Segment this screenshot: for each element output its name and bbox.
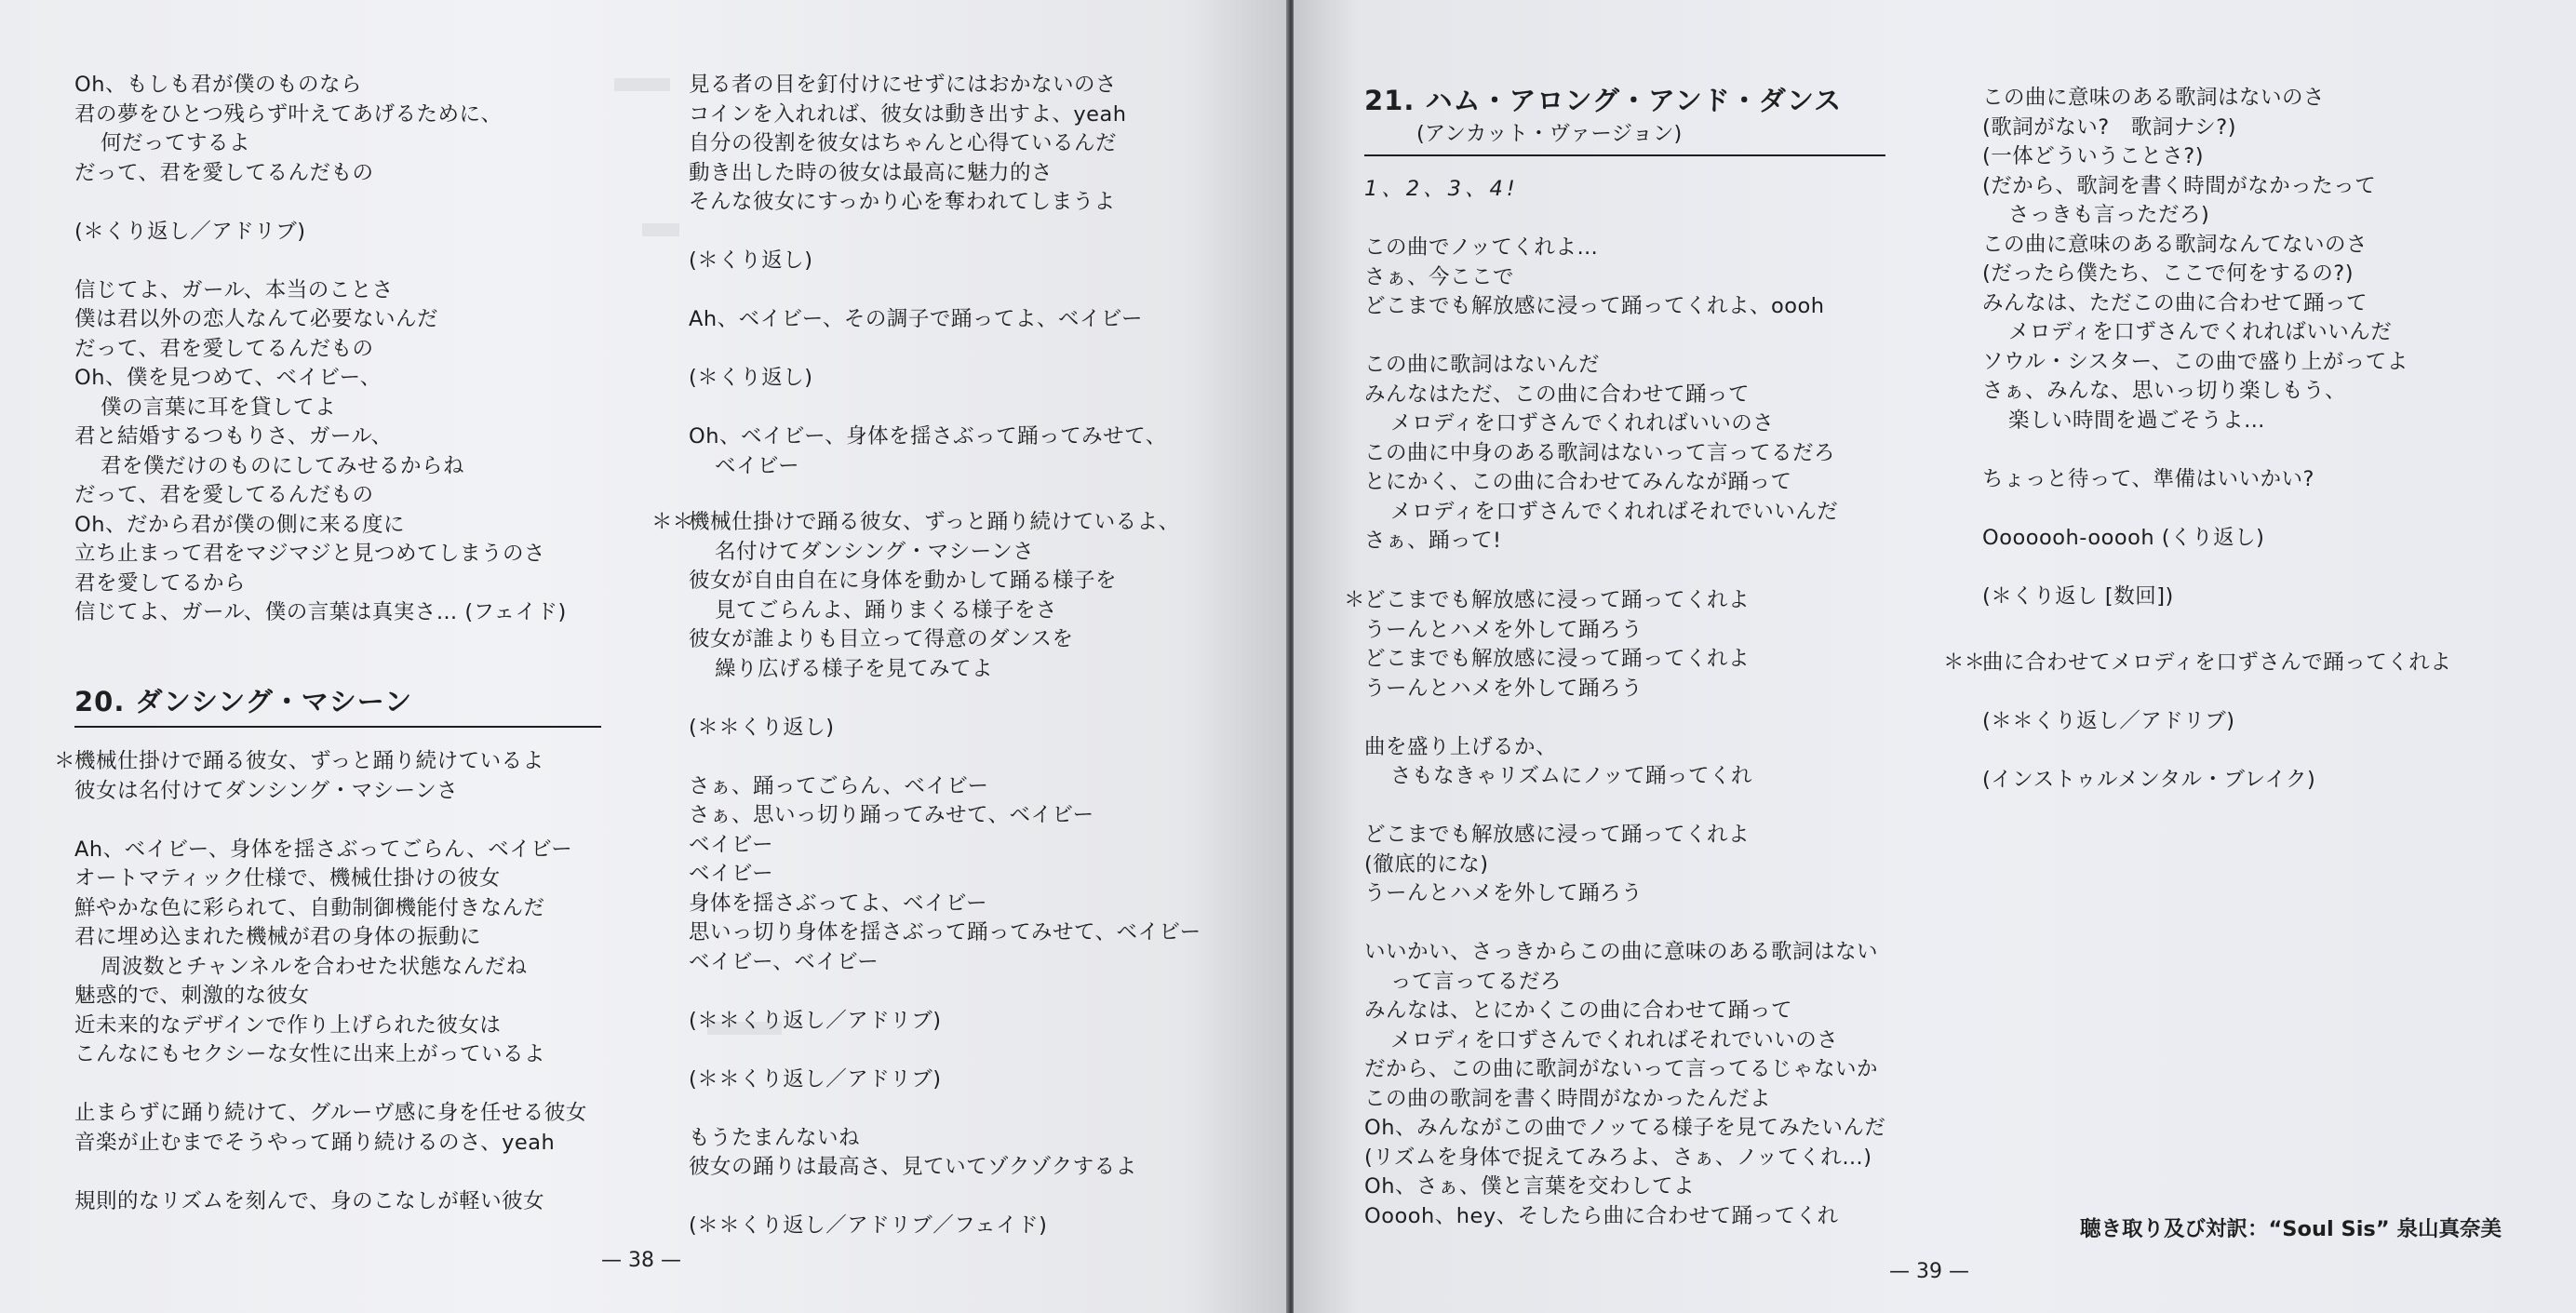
lyric-line: うーんとハメを外して踊ろう: [1364, 617, 1644, 642]
lyric-line: さぁ、みんな、思いっ切り楽しもう、: [1982, 379, 2347, 403]
lyric-line: うーんとハメを外して踊ろう: [1364, 676, 1644, 701]
song-title: 21. ハム・アロング・アンド・ダンス: [1364, 85, 1843, 116]
lyric-line: ちょっと待って、準備はいいかい?: [1982, 466, 2314, 491]
lyric-line: メロディを口ずさんでくれればいいのさ: [1390, 411, 1775, 435]
lyric-line: って言ってるだろ: [1390, 969, 1563, 994]
lyric-line: 規則的なリズムを刻んで、身のこなしが軽い彼女: [74, 1188, 545, 1213]
lyric-line: この曲の歌詞を書く時間がなかったんだよ: [1364, 1086, 1772, 1111]
lyric-line: コインを入れれば、彼女は動き出すよ、yeah: [689, 101, 1127, 127]
page-number: — 39 —: [1889, 1260, 1969, 1283]
lyric-line: さもなきゃリズムにノッて踊ってくれ: [1390, 764, 1752, 788]
lyrics-column-4: [1982, 84, 2550, 611]
lyric-line: 楽しい時間を過ごそうよ…: [2008, 408, 2266, 433]
chorus-marker: ＊＊: [1943, 650, 1986, 675]
chorus-marker: ＊＊: [651, 510, 694, 534]
lyric-line: 機械仕掛けで踊る彼女、ずっと踊り続けているよ: [74, 749, 544, 773]
lyric-line: さぁ、今ここで: [1364, 264, 1515, 289]
lyric-line: 動き出した時の彼女は最高に魅力的さ: [689, 160, 1053, 185]
song-subtitle: (アンカット・ヴァージョン): [1416, 122, 1683, 146]
song-title: 20. ダンシング・マシーン: [74, 686, 413, 717]
lyric-line: Ah、ベイビー、身体を揺さぶってごらん、ベイビー: [74, 837, 573, 862]
title-rule: [74, 726, 601, 728]
lyric-line: 曲に合わせてメロディを口ずさんで踊ってくれよ: [1982, 650, 2452, 675]
lyric-line: さっきも言っただろ): [2008, 203, 2210, 227]
lyric-line: どこまでも解放感に浸って踊ってくれよ: [1364, 647, 1751, 671]
lyric-line: どこまでも解放感に浸って踊ってくれよ: [1364, 823, 1751, 847]
lyric-line: どこまでも解放感に浸って踊ってくれよ: [1364, 588, 1751, 612]
lyrics-column-2: [689, 71, 1266, 481]
lyric-line: Oh、もしも君が僕のものなら: [74, 73, 362, 97]
lyrics-column-1-song-20: [74, 747, 651, 1216]
lyric-line: 止まらずに踊り続けて、グルーヴ感に身を任せる彼女: [74, 1101, 587, 1125]
lyric-line: (＊＊くり返し／アドリブ／フェイド): [689, 1213, 1048, 1238]
lyric-line: 身体を揺さぶってよ、ベイビー: [689, 891, 988, 916]
title-rule: [1364, 154, 1885, 156]
lyric-line: この曲に意味のある歌詞はないのさ: [1982, 86, 2326, 110]
lyric-line: 思いっ切り身体を揺さぶって踊ってみせて、ベイビー: [689, 920, 1201, 945]
lyric-line: うーんとハメを外して踊ろう: [1364, 881, 1644, 905]
lyric-line: 彼女が自由自在に身体を動かして踊る様子を: [689, 569, 1118, 593]
lyric-line: ソウル・シスター、この曲で盛り上がってよ: [1982, 349, 2408, 374]
lyric-line: だから、この曲に歌詞がないって言ってるじゃないか: [1364, 1057, 1879, 1081]
lyric-line: Ah、ベイビー、その調子で踊ってよ、ベイビー: [689, 307, 1143, 331]
lyric-line: ベイビー: [689, 862, 774, 886]
lyric-line: (だったら僕たち、ここで何をするの?): [1982, 261, 2354, 286]
song-21-header: [1364, 82, 1885, 156]
lyric-line: さぁ、踊って!: [1364, 529, 1502, 553]
lyric-line: (＊＊くり返し／アドリブ): [1982, 709, 2235, 733]
lyrics-column-3-lower: [1364, 586, 1941, 1231]
lyric-line: (インストゥルメンタル・ブレイク): [1982, 768, 2316, 792]
lyric-line: こんなにもセクシーな女性に出来上がっているよ: [74, 1042, 546, 1066]
lyric-line: 君の夢をひとつ残らず叶えてあげるために、: [74, 101, 503, 127]
chorus-marker: ＊: [54, 749, 75, 773]
lyric-line: (＊くり返し [数回]): [1982, 583, 2174, 609]
song-20-header: [74, 683, 601, 728]
lyric-line: (＊＊くり返し／アドリブ): [689, 1008, 942, 1033]
lyric-line: メロディを口ずさんでくれればそれでいいのさ: [1390, 1027, 1839, 1052]
page-number: — 38 —: [601, 1249, 681, 1272]
lyric-line: この曲に意味のある歌詞なんてないのさ: [1982, 232, 2368, 257]
lyric-line: オートマティック仕様で、機械仕掛けの彼女: [74, 866, 501, 891]
lyric-line: (リズムを身体で捉えてみろよ、さぁ、ノッてくれ…): [1364, 1145, 1872, 1170]
lyric-line: 僕の言葉に耳を貸してよ: [101, 395, 337, 420]
lyric-line: 立ち止まって君をマジマジと見つめてしまうのさ: [74, 542, 546, 566]
lyric-line: どこまでも解放感に浸って踊ってくれよ、oooh: [1364, 294, 1825, 318]
lyrics-column-3: [1364, 175, 1923, 556]
lyric-line: 名付けてダンシング・マシーンさ: [715, 539, 1035, 564]
lyric-line: ベイビー: [715, 453, 800, 478]
lyric-line: 君を愛してるから: [74, 570, 247, 596]
lyrics-column-2-lower: [689, 508, 1266, 1241]
lyric-line: 近未来的なデザインで作り上げられた彼女は: [74, 1012, 502, 1038]
lyric-line: Oh、僕を見つめて、ベイビー、: [74, 366, 382, 390]
lyric-line: (＊くり返し): [689, 366, 813, 390]
lyric-line: もうたまんないね: [689, 1125, 861, 1150]
lyric-line: いいかい、さっきからこの曲に意味のある歌詞はない: [1364, 940, 1879, 964]
lyric-line: さぁ、思いっ切り踊ってみせて、ベイビー: [689, 803, 1094, 827]
lyric-line: Oh、さぁ、僕と言葉を交わしてよ: [1364, 1174, 1695, 1199]
lyric-line: 彼女は名付けてダンシング・マシーンさ: [74, 778, 459, 803]
lyric-line: この曲でノッてくれよ…: [1364, 235, 1599, 260]
lyrics-column-4-lower: [1982, 649, 2550, 796]
lyric-line: この曲に中身のある歌詞はないって言ってるだろ: [1364, 440, 1836, 465]
lyric-line: (＊＊くり返し): [689, 715, 835, 740]
lyric-line: (歌詞がない? 歌詞ナシ?): [1982, 114, 2236, 140]
lyric-line: だって、君を愛してるんだもの: [74, 160, 374, 185]
lyric-line: とにかく、この曲に合わせてみんなが踊って: [1364, 470, 1792, 494]
lyric-line: 自分の役割を彼女はちゃんと心得ているんだ: [689, 131, 1118, 155]
lyric-line: 彼女が誰よりも目立って得意のダンスを: [689, 627, 1074, 651]
lyric-line: メロディを口ずさんでくれればいいんだ: [2008, 320, 2393, 344]
lyric-line: (一体どういうことさ?): [1982, 144, 2204, 168]
lyric-line: 僕は君以外の恋人なんて必要ないんだ: [74, 307, 439, 331]
lyric-line: ベイビー、ベイビー: [689, 949, 879, 974]
lyric-line: 周波数とチャンネルを合わせた状態なんだね: [101, 954, 528, 979]
lyric-line: 見てごらんよ、踊りまくる様子をさ: [715, 597, 1058, 623]
lyric-line: 魅惑的で、刺激的な彼女: [74, 984, 310, 1008]
lyric-line: 音楽が止むまでそうやって踊り続けるのさ、yeah: [74, 1130, 556, 1155]
count-in: 1、2、3、4!: [1364, 177, 1519, 201]
lyric-line: (徹底的にな): [1364, 851, 1489, 877]
lyric-line: この曲に歌詞はないんだ: [1364, 353, 1601, 377]
lyric-line: 機械仕掛けで踊る彼女、ずっと踊り続けているよ、: [689, 510, 1180, 534]
lyric-line: 何だってするよ: [101, 131, 251, 155]
lyric-line: 君を僕だけのものにしてみせるからね: [101, 453, 465, 478]
translation-credit: 聴き取り及び対訳：“Soul Sis” 泉山真奈美: [2080, 1217, 2502, 1241]
lyric-line: 鮮やかな色に彩られて、自動制御機能付きなんだ: [74, 895, 545, 920]
lyric-line: 曲を盛り上げるか、: [1364, 734, 1558, 759]
lyric-line: (＊くり返し／アドリブ): [74, 219, 306, 244]
lyric-line: 君に埋め込まれた機械が君の身体の振動に: [74, 925, 482, 949]
lyric-line: みんなはただ、この曲に合わせて踊って: [1364, 382, 1751, 407]
lyric-line: 君と結婚するつもりさ、ガール、: [74, 424, 393, 449]
lyric-line: 見る者の目を釘付けにせずにはおかないのさ: [689, 73, 1118, 97]
lyric-line: (だから、歌詞を書く時間がなかったって: [1982, 173, 2377, 198]
lyric-line: (＊くり返し): [689, 248, 813, 273]
right-page: [1294, 0, 2576, 1313]
lyric-line: Oh、ベイビー、身体を揺さぶって踊ってみせて、: [689, 424, 1167, 449]
lyrics-column-1: [74, 71, 651, 628]
lyric-line: Ooooooh-ooooh (くり返し): [1982, 525, 2265, 550]
lyric-line: だって、君を愛してるんだもの: [74, 483, 374, 507]
lyric-line: Oh、だから君が僕の側に来る度に: [74, 512, 405, 537]
lyric-line: 繰り広げる様子を見てみてよ: [715, 656, 994, 681]
lyric-line: Oh、みんながこの曲でノッてる様子を見てみたいんだ: [1364, 1116, 1886, 1140]
lyric-line: そんな彼女にすっかり心を奪われてしまうよ: [689, 190, 1116, 214]
lyric-line: 信じてよ、ガール、僕の言葉は真実さ… (フェイド): [74, 600, 567, 624]
lyric-line: だって、君を愛してるんだもの: [74, 336, 374, 361]
chorus-marker: ＊: [1344, 588, 1365, 612]
lyric-line: さぁ、踊ってごらん、ベイビー: [689, 773, 989, 798]
lyric-line: Ooooh、hey、そしたら曲に合わせて踊ってくれ: [1364, 1203, 1839, 1228]
lyric-line: みんなは、ただこの曲に合わせて踊って: [1982, 290, 2368, 315]
lyric-line: (＊＊くり返し／アドリブ): [689, 1066, 942, 1092]
lyric-line: ベイビー: [689, 832, 774, 857]
lyric-line: メロディを口ずさんでくれればそれでいいんだ: [1390, 499, 1839, 524]
lyric-line: 彼女の踊りは最高さ、見ていてゾクゾクするよ: [689, 1155, 1137, 1179]
lyric-line: 信じてよ、ガール、本当のことさ: [74, 277, 394, 302]
lyric-line: みんなは、とにかくこの曲に合わせて踊って: [1364, 998, 1793, 1023]
